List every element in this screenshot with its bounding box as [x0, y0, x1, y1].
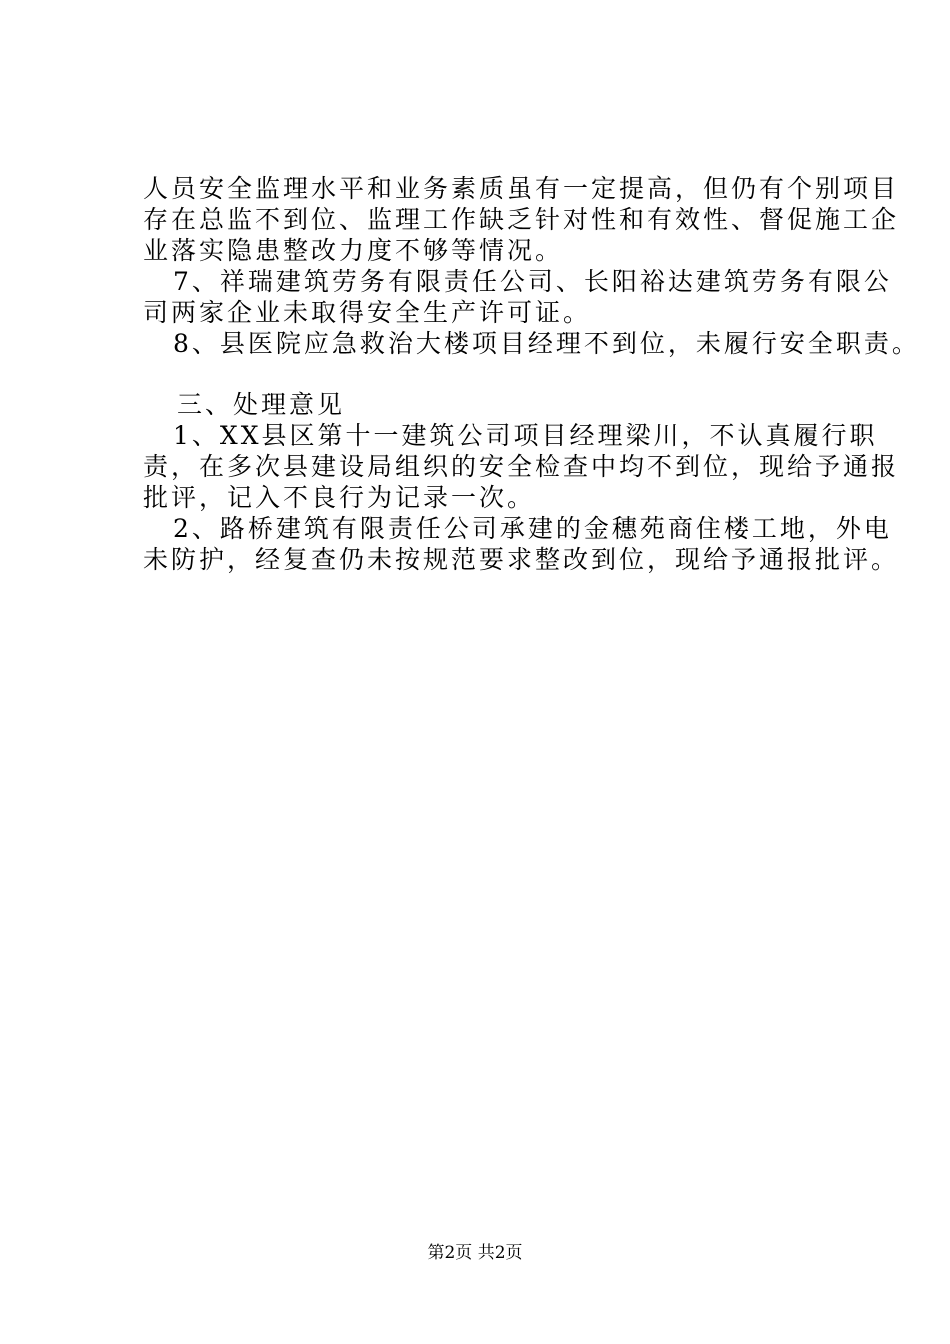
list-item-1: 1、XX县区第十一建筑公司项目经理梁川，不认真履行职: [173, 421, 878, 450]
paragraph-line: 责，在多次县建设局组织的安全检查中均不到位，现给予通报: [143, 452, 900, 481]
list-item-7: 7、祥瑞建筑劳务有限责任公司、长阳裕达建筑劳务有限公: [173, 267, 892, 296]
section-heading: 三、处理意见: [177, 390, 346, 419]
list-item-8: 8、县医院应急救治大楼项目经理不到位，未履行安全职责。: [173, 329, 920, 358]
section-spacer: [143, 359, 843, 389]
paragraph-line: 司两家企业未取得安全生产许可证。: [143, 298, 592, 327]
paragraph-line: 人员安全监理水平和业务素质虽有一定提高，但仍有个别项目: [143, 174, 900, 203]
list-item-2: 2、路桥建筑有限责任公司承建的金穗苑商住楼工地，外电: [173, 514, 892, 543]
document-body: [143, 173, 920, 575]
page-number-footer: 第2页 共2页: [427, 1243, 523, 1263]
paragraph-line: 未防护，经复查仍未按规范要求整改到位，现给予通报批评。: [143, 545, 900, 574]
paragraph-line: 业落实隐患整改力度不够等情况。: [143, 236, 564, 265]
paragraph-line: 存在总监不到位、监理工作缺乏针对性和有效性、督促施工企: [143, 205, 900, 234]
paragraph-line: 批评，记入不良行为记录一次。: [143, 483, 536, 512]
